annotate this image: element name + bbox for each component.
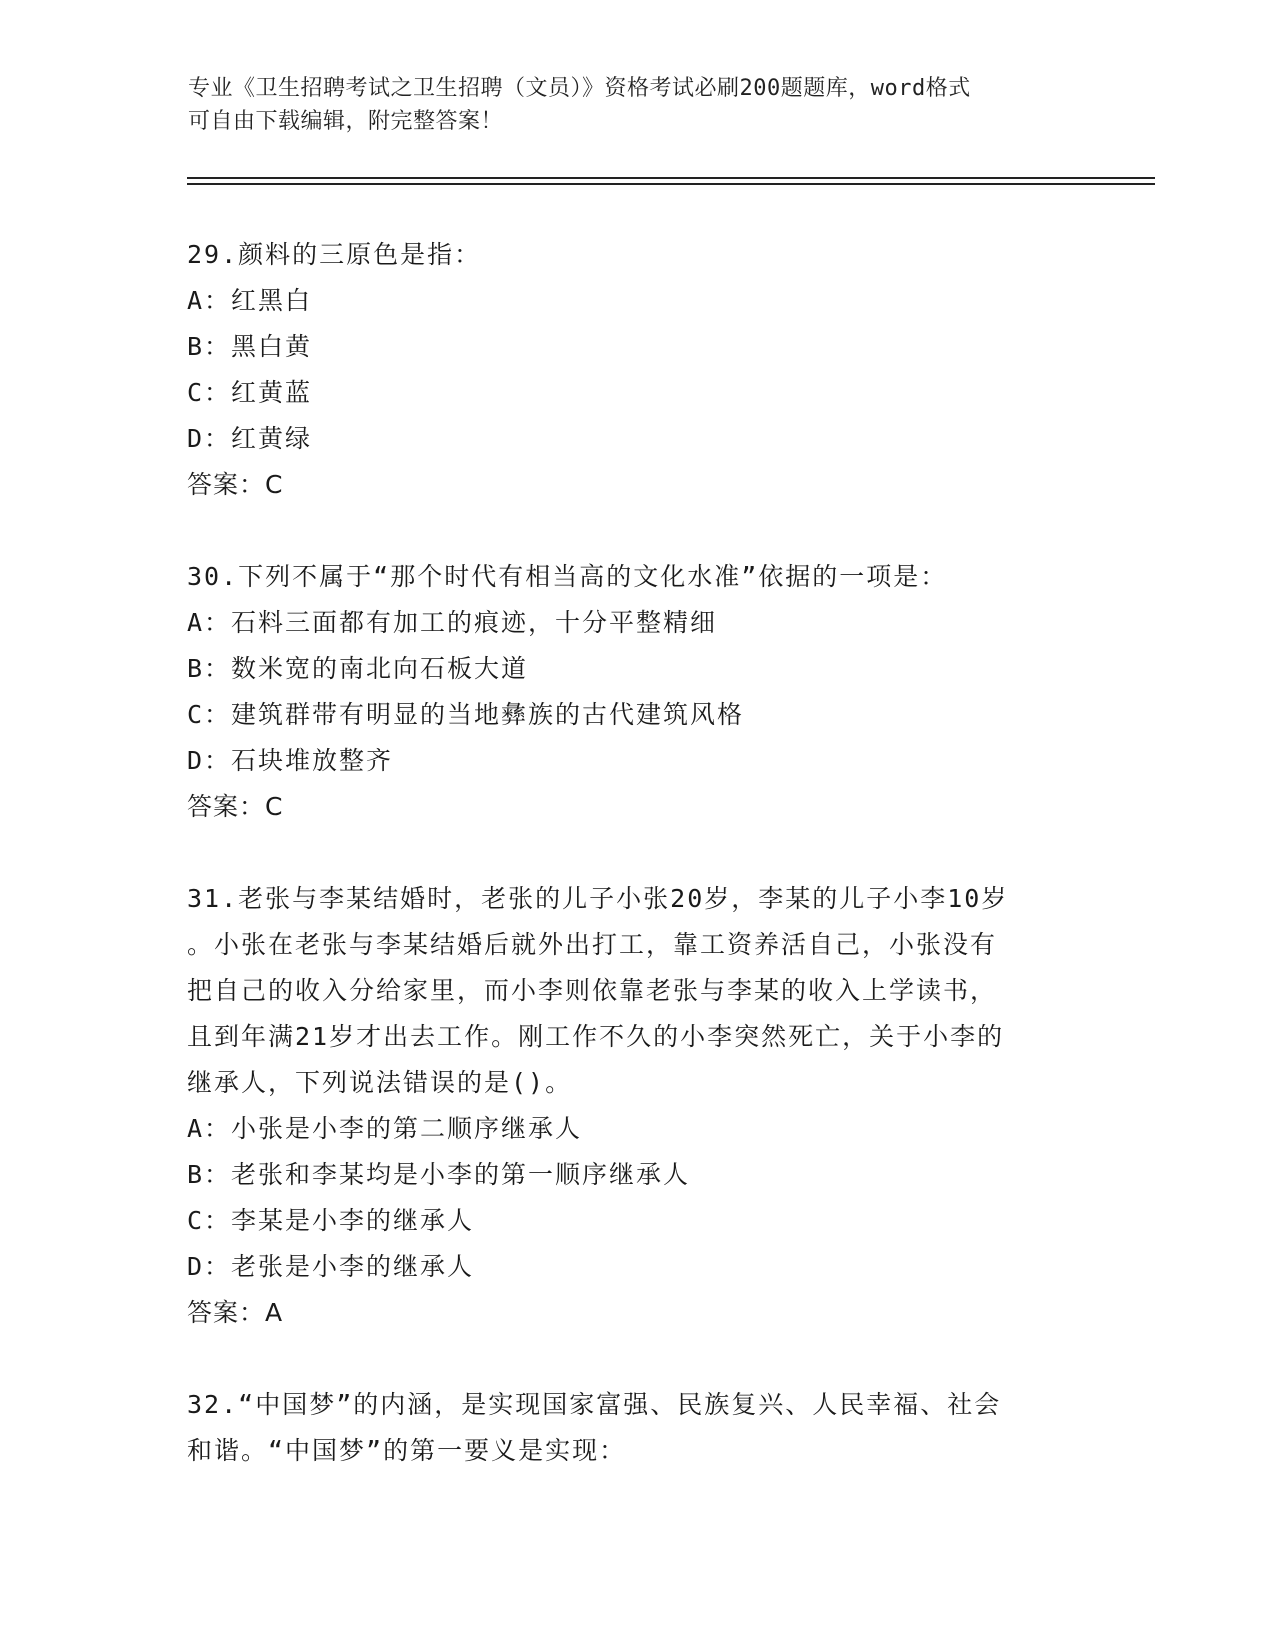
question-29 <box>187 232 1087 508</box>
option-b: B：数米宽的南北向石板大道 <box>187 654 529 683</box>
question-stem-line: 且到年满21岁才出去工作。刚工作不久的小李突然死亡，关于小李的 <box>187 1022 1005 1051</box>
answer-line: 答案：A <box>187 1298 284 1327</box>
question-32 <box>187 1382 1087 1474</box>
option-d: D：石块堆放整齐 <box>187 746 394 775</box>
question-stem <box>187 232 1087 278</box>
question-stem-line: 31.老张与李某结婚时，老张的儿子小张20岁，李某的儿子小李10岁 <box>187 884 1009 913</box>
question-stem-line: 30.下列不属于“那个时代有相当高的文化水准”依据的一项是： <box>187 562 948 591</box>
question-stem-line: 32.“中国梦”的内涵，是实现国家富强、民族复兴、人民幸福、社会 <box>187 1390 1002 1419</box>
answer-line: 答案：C <box>187 470 284 499</box>
option-c: C：李某是小李的继承人 <box>187 1206 475 1235</box>
option-b: B：老张和李某均是小李的第一顺序继承人 <box>187 1160 691 1189</box>
option-c: C：红黄蓝 <box>187 378 313 407</box>
question-stem-line: 。小张在老张与李某结婚后就外出打工，靠工资养活自己，小张没有 <box>187 930 998 959</box>
option-d: D：老张是小李的继承人 <box>187 1252 475 1281</box>
option-d: D：红黄绿 <box>187 424 313 453</box>
question-stem <box>187 554 1087 600</box>
question-31 <box>187 876 1087 1336</box>
question-stem-line: 继承人，下列说法错误的是()。 <box>187 1068 573 1097</box>
option-a: A：红黑白 <box>187 286 313 315</box>
option-c: C：建筑群带有明显的当地彝族的古代建筑风格 <box>187 700 745 729</box>
header-line-1: 专业《卫生招聘考试之卫生招聘（文员）》资格考试必刷200题题库，word格式 <box>188 76 971 101</box>
header-divider-bottom <box>187 183 1155 185</box>
header-divider-top <box>187 177 1155 179</box>
question-30 <box>187 554 1087 830</box>
question-stem-line: 把自己的收入分给家里，而小李则依靠老张与李某的收入上学读书， <box>187 976 998 1005</box>
option-a: A：小张是小李的第二顺序继承人 <box>187 1114 583 1143</box>
question-list <box>187 232 1087 1474</box>
header-line-2: 可自由下载编辑，附完整答案！ <box>188 109 504 134</box>
answer-line: 答案：C <box>187 792 284 821</box>
question-stem <box>187 876 1087 1106</box>
option-b: B：黑白黄 <box>187 332 313 361</box>
question-stem <box>187 1382 1087 1474</box>
document-header <box>188 72 1088 138</box>
question-stem-line: 和谐。“中国梦”的第一要义是实现： <box>187 1436 627 1465</box>
question-stem-line: 29.颜料的三原色是指： <box>187 240 482 269</box>
option-a: A：石料三面都有加工的痕迹，十分平整精细 <box>187 608 718 637</box>
